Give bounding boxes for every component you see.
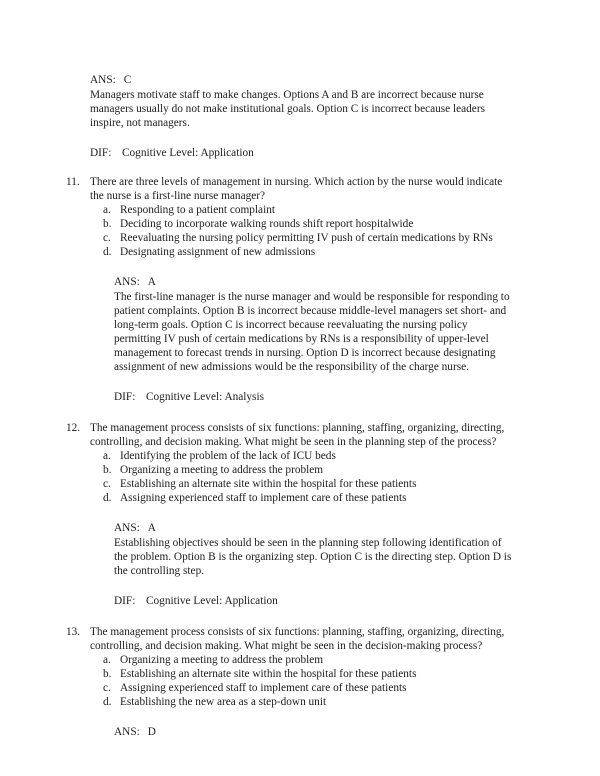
question-body	[90, 175, 513, 405]
difficulty-value: Cognitive Level: Application	[122, 147, 254, 159]
difficulty-label: DIF:	[90, 147, 112, 159]
question-body	[90, 625, 513, 740]
difficulty-value: Cognitive Level: Application	[146, 595, 278, 607]
difficulty-line	[114, 387, 513, 405]
question-body	[90, 421, 513, 609]
option-text: Organizing a meeting to address the problem	[120, 654, 324, 666]
option-item[interactable]	[103, 667, 513, 681]
question-text: The management process consists of six functions: planning, staffing, organizing, directing, controlling, and decision making. What might be seen in the decision-making process?	[90, 626, 505, 652]
question-item	[66, 421, 513, 609]
option-item[interactable]	[103, 695, 513, 709]
answer-block	[114, 272, 513, 374]
difficulty-label: DIF:	[114, 391, 136, 403]
option-item[interactable]	[103, 681, 513, 695]
option-text: Reevaluating the nursing policy permitting IV push of certain medications by RNs	[120, 232, 493, 244]
difficulty-value: Cognitive Level: Analysis	[146, 391, 264, 403]
option-item[interactable]	[103, 245, 513, 259]
option-letter: a.	[103, 450, 111, 462]
option-text: Assigning experienced staff to implement care of these patients	[120, 682, 407, 694]
option-letter: c.	[103, 232, 111, 244]
option-letter: b.	[103, 464, 112, 476]
option-letter: a.	[103, 654, 111, 666]
question-number: 13.	[66, 626, 81, 638]
difficulty-label: DIF:	[114, 595, 136, 607]
answer-line	[90, 70, 513, 88]
option-item[interactable]	[103, 449, 513, 463]
rationale-text: Managers motivate staff to make changes. Options A and B are incorrect because nurse managers usually do not make institutional goals. Option C is incorrect because leaders inspire, not managers.	[90, 89, 485, 129]
option-item[interactable]	[103, 653, 513, 667]
answer-line	[114, 272, 513, 290]
option-list	[90, 653, 513, 709]
option-text: Assigning experienced staff to implement care of these patients	[120, 492, 407, 504]
answer-label: ANS:	[114, 726, 140, 738]
option-letter: c.	[103, 478, 111, 490]
question-number: 11.	[66, 176, 80, 188]
answer-line	[114, 722, 513, 740]
answer-value: A	[147, 522, 156, 534]
question-number: 12.	[66, 422, 81, 434]
option-letter: c.	[103, 682, 111, 694]
option-item[interactable]	[103, 491, 513, 505]
answer-label: ANS:	[90, 74, 116, 86]
question-text: The management process consists of six functions: planning, staffing, organizing, directing, controlling, and decision making. What might be seen in the planning step of the process?	[90, 422, 505, 448]
option-text: Establishing the new area as a step-down unit	[120, 696, 327, 708]
option-letter: d.	[103, 246, 112, 258]
answer-value: C	[123, 74, 132, 86]
answer-value: A	[147, 276, 156, 288]
option-letter: b.	[103, 218, 112, 230]
option-letter: b.	[103, 668, 112, 680]
answer-line	[114, 518, 513, 536]
question-item	[66, 625, 513, 740]
difficulty-line-top	[90, 143, 513, 161]
answer-label: ANS:	[114, 276, 140, 288]
option-item[interactable]	[103, 477, 513, 491]
option-item[interactable]	[103, 463, 513, 477]
question-text: There are three levels of management in nursing. Which action by the nurse would indicate the nurse is a first-line nurse manager?	[90, 176, 503, 202]
answer-block-top	[90, 70, 513, 130]
option-letter: d.	[103, 696, 112, 708]
answer-block	[114, 518, 513, 578]
option-letter: a.	[103, 204, 111, 216]
option-item[interactable]	[103, 203, 513, 217]
option-text: Designating assignment of new admissions	[120, 246, 316, 258]
option-text: Organizing a meeting to address the problem	[120, 464, 324, 476]
rationale-text: The first-line manager is the nurse manager and would be responsible for responding to patient complaints. Option B is incorrect because middle-level managers set short- and long-term goals. Option C is incorrect because reevaluating the nursing policy permitting IV push of certain medications by RNs is a responsibility of upper-level management to forecast trends in nursing. Option D is incorrect because designating assignment of new admissions would be the responsibility of the charge nurse.	[114, 291, 510, 373]
option-item[interactable]	[103, 231, 513, 245]
answer-label: ANS:	[114, 522, 140, 534]
option-text: Deciding to incorporate walking rounds shift report hospitalwide	[120, 218, 414, 230]
difficulty-line	[114, 591, 513, 609]
rationale-text: Establishing objectives should be seen in the planning step following identification of the problem. Option B is the organizing step. Option C is the directing step. Option D is the controlling step.	[114, 537, 512, 577]
page-content	[66, 70, 513, 740]
answer-value: D	[147, 726, 156, 738]
option-list	[90, 203, 513, 259]
option-text: Establishing an alternate site within the hospital for these patients	[120, 478, 417, 490]
answer-block	[114, 722, 513, 740]
option-text: Responding to a patient complaint	[120, 204, 275, 216]
option-letter: d.	[103, 492, 112, 504]
option-text: Identifying the problem of the lack of ICU beds	[120, 450, 336, 462]
option-text: Establishing an alternate site within the hospital for these patients	[120, 668, 417, 680]
option-list	[90, 449, 513, 505]
option-item[interactable]	[103, 217, 513, 231]
question-item	[66, 175, 513, 405]
